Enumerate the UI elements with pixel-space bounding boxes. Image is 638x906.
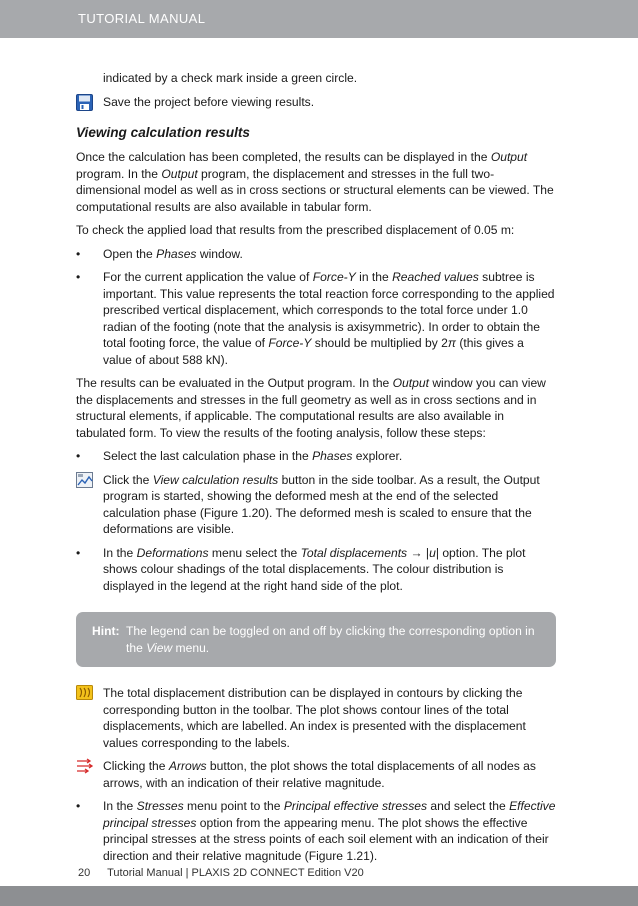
hint-box — [76, 612, 556, 667]
bullet: • — [76, 449, 81, 463]
section-heading: Viewing calculation results — [76, 125, 250, 140]
view-calculation-results-icon — [76, 472, 94, 490]
save-note — [76, 94, 556, 111]
list-item: • For the current application the value of Force-Y in the Reached values subtree is important. This value represents the total reaction force corresponding to the applied prescribed vertical displacement, which corresponds to the total force under 1.0 radian of the footing (note that the analysis is axisymmetric). In order to obtain the total footing force, the value of Force-Y should be multiplied by 2π (this gives a value of about 588 kN). — [76, 270, 555, 367]
footer-bar — [0, 886, 638, 906]
header-title: TUTORIAL MANUAL — [78, 11, 206, 26]
page-number: 20 — [78, 867, 91, 879]
list-item: • Select the last calculation phase in the Phases explorer. — [76, 449, 403, 463]
paragraph-output: The results can be evaluated in the Output program. In the Output window you can view the displacements and stresses in the full geometry as well as in cross sections and in structural elements, if applicable. The computational results are also available in tabulated form. To view the results of the footing analysis, follow these steps: — [76, 376, 546, 440]
save-note-text: Save the project before viewing results. — [103, 94, 315, 109]
hint-text: Hint: The legend can be toggled on and off by clicking the corresponding option in the View menu. — [92, 624, 535, 655]
list-item: Click the View calculation results button in the side toolbar. As a result, the Output program is started, showing the deformed mesh at the end of the selected calculation phase (Figure 1.20). The deformed mesh is scaled to ensure that the deformations are visible. — [76, 472, 556, 538]
bullet: • — [76, 270, 81, 284]
page-content — [76, 70, 556, 871]
footer — [78, 867, 364, 879]
bullet: • — [76, 545, 81, 560]
paragraph-check-load: To check the applied load that results from the prescribed displacement of 0.05 m: — [76, 223, 515, 237]
list-item: Clicking the Arrows button, the plot shows the total displacements of all nodes as arrows, with an indication of their relative magnitude. — [76, 758, 556, 791]
header-bar — [0, 0, 638, 38]
list-item: • In the Deformations menu select the Total displacements → |u| option. The plot shows colour shadings of the total displacements. The colour distribution is displayed in the legend at the right hand side of the plot. — [76, 545, 526, 593]
hint-label: Hint: — [92, 624, 120, 638]
bullet: • — [76, 799, 81, 813]
footer-text: Tutorial Manual | PLAXIS 2D CONNECT Edition V20 — [107, 867, 364, 879]
bullet: • — [76, 246, 81, 261]
list-item: • In the Stresses menu point to the Principal effective stresses and select the Effective principal stresses option from the appearing menu. The plot shows the effective principal stresses at the stress points of each soil element with an indication of their direction and their relative magnitude (Figure 1.21). — [76, 799, 556, 863]
floppy-disk-icon — [76, 94, 94, 112]
arrows-icon — [76, 758, 94, 776]
paragraph-intro: Once the calculation has been completed, the results can be displayed in the Output program. In the Output program, the displacement and stresses in the full two-dimensional model as well as in cross sections or structural elements can be viewed. The computational results are also available in tabular form. — [76, 150, 554, 214]
contours-icon — [76, 685, 94, 703]
list-item: • Open the Phases window. — [76, 246, 243, 261]
continuation-text: indicated by a check mark inside a green circle. — [103, 71, 358, 85]
list-item: The total displacement distribution can be displayed in contours by clicking the corresponding button in the toolbar. The plot shows contour lines of the total displacements, which are labelled. An index is presented with the displacement values corresponding to the labels. — [76, 685, 556, 751]
